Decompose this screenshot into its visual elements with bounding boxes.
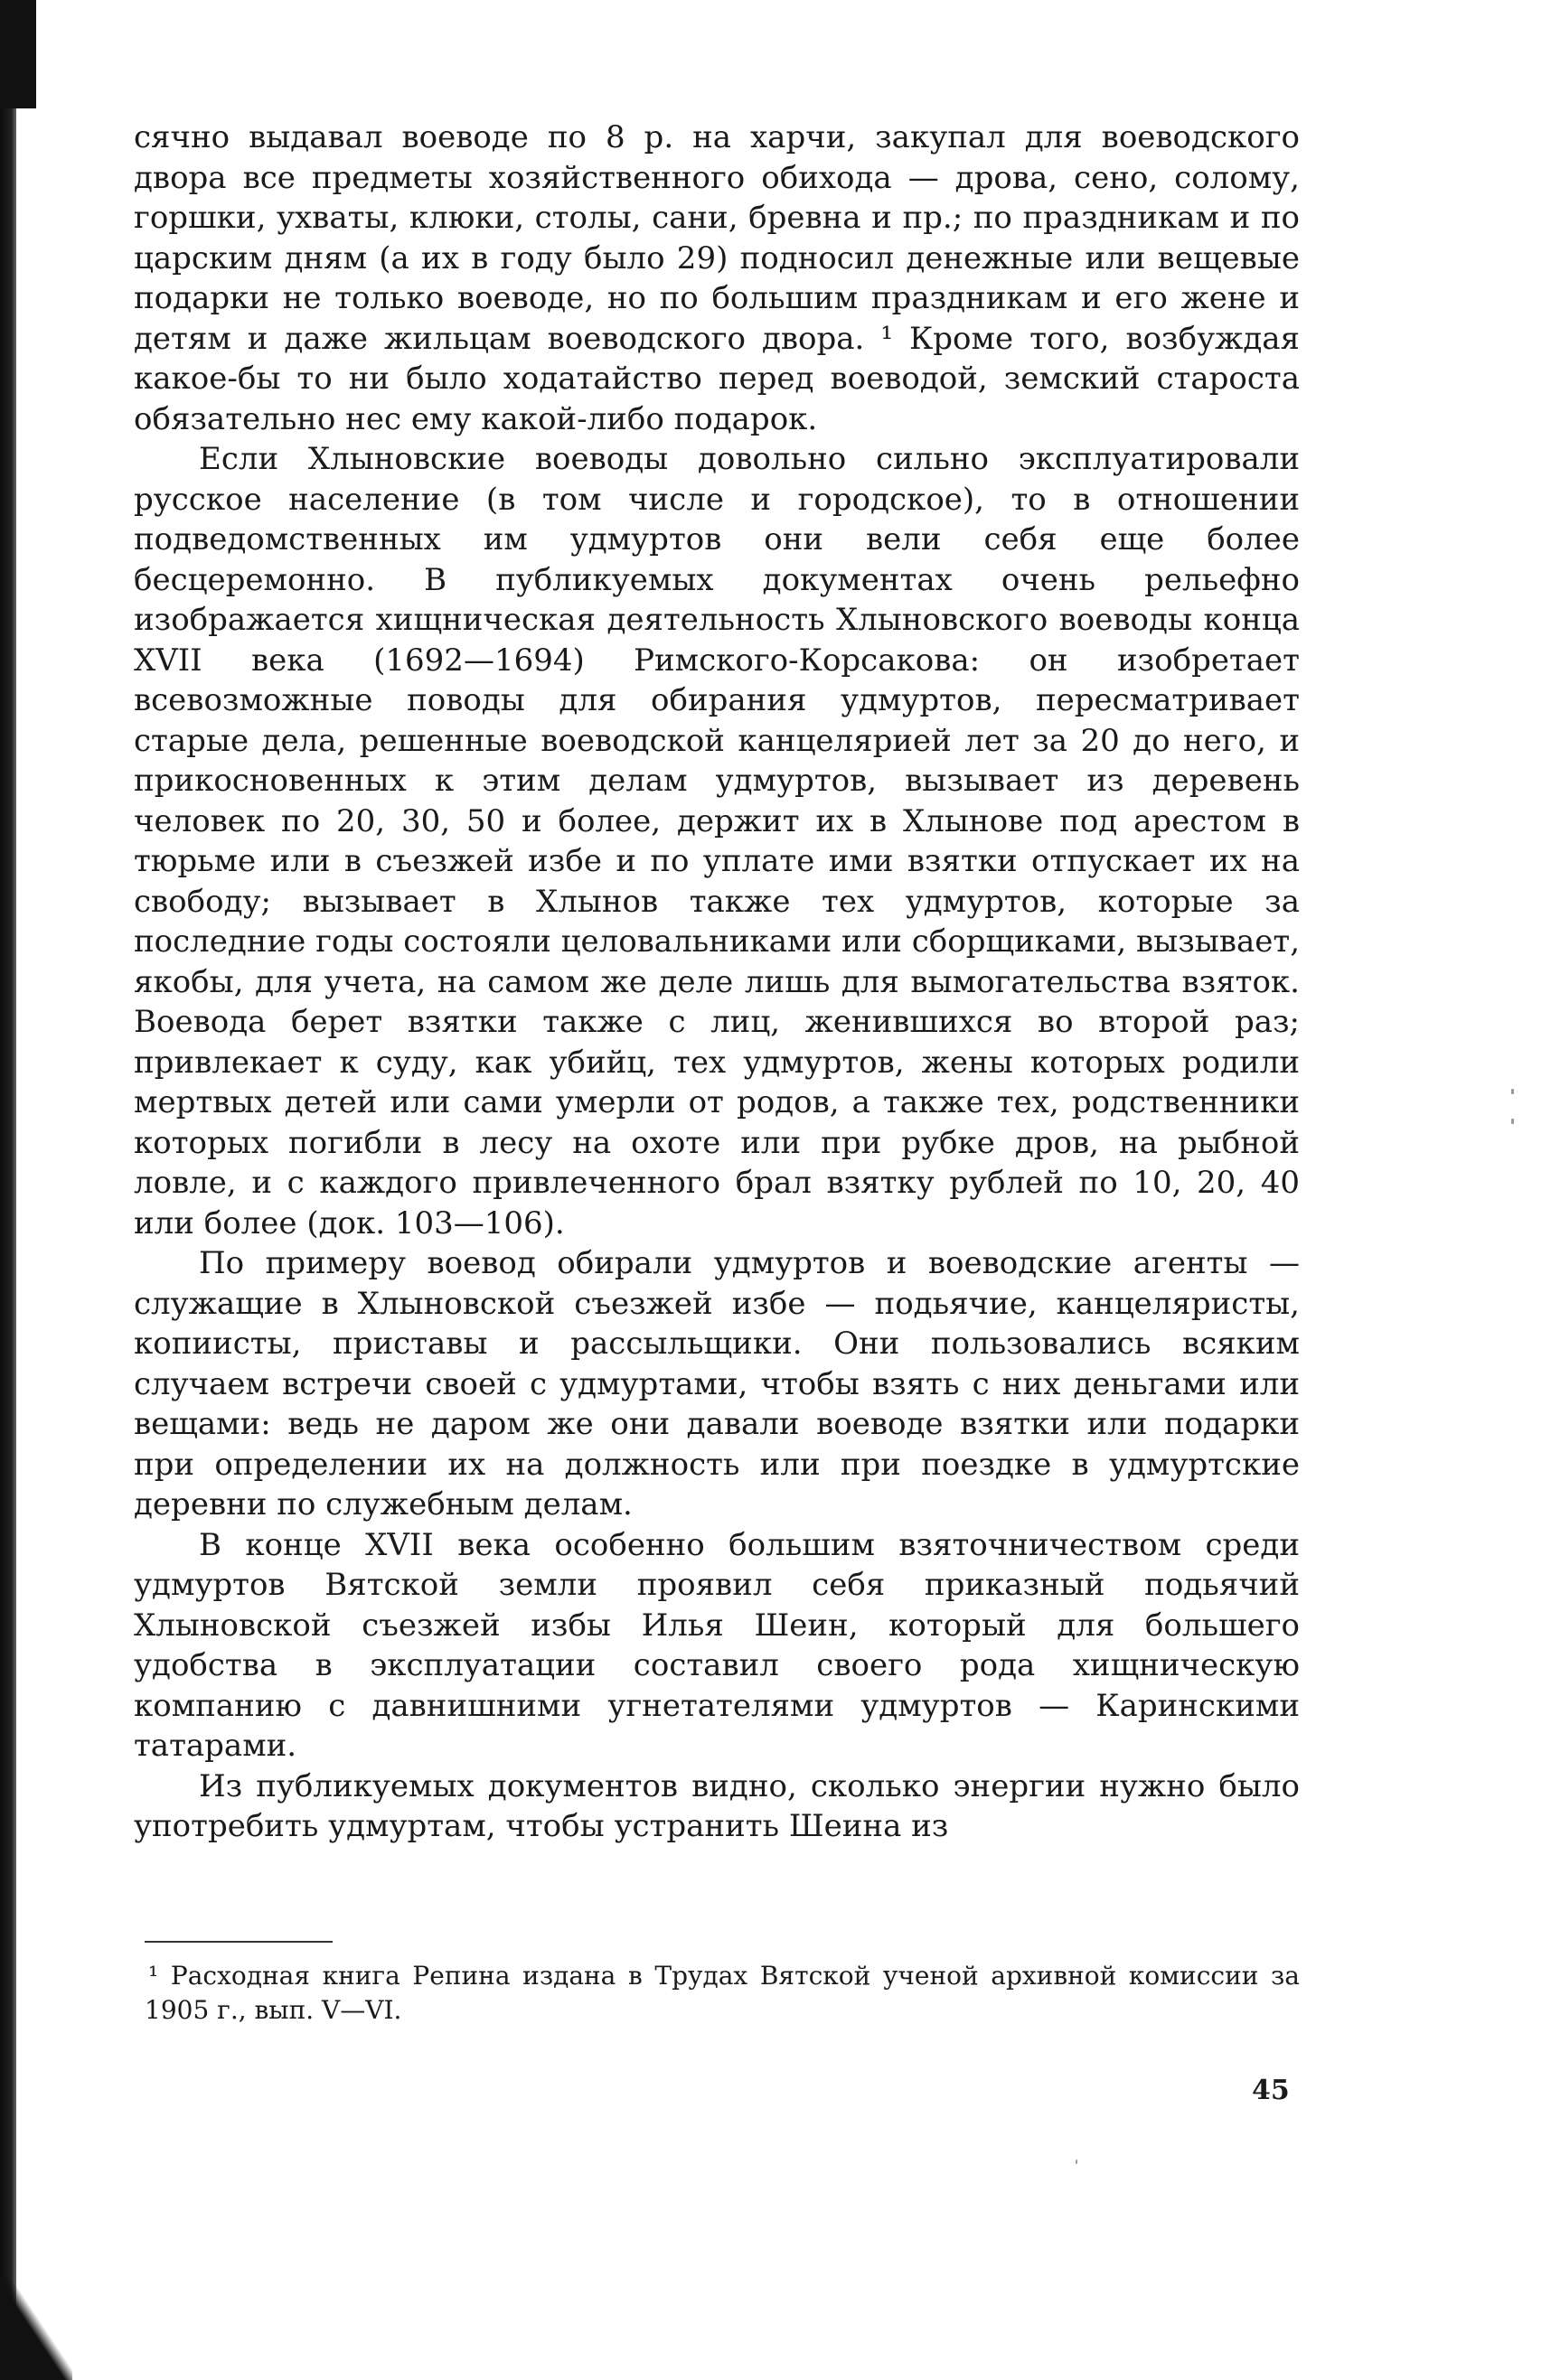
paragraph-1: сячно выдавал воеводе по 8 р. на харчи, закупал для воеводского двора все предметы хозяйственного обихода — дрова, сено, солому, горшки, ухваты, клюки, столы, сани, бревна и пр.; по праздникам и по царским дням (а их в году было 29) подносил денежные или вещевые подарки не только воеводе, но по большим праздникам и его жене и детям и даже жильцам воеводского двора. ¹ Кроме того, возбуждая какое-бы то ни было ходатайство перед воеводой, земский староста обязательно нес ему какой-либо подарок.	[134, 119, 1300, 437]
footnote-divider	[145, 1941, 333, 1943]
page-binding-edge-bottom	[0, 2272, 72, 2380]
scan-speck	[1511, 1089, 1514, 1094]
paragraph-5: Из публикуемых документов видно, сколько энергии нужно было употребить удмуртам, чтобы устранить Шеина из	[134, 1767, 1300, 1844]
paragraph-4: В конце XVII века особенно большим взяточничеством среди удмуртов Вятской земли проявил себя приказный подьячий Хлыновской съезжей избы Илья Шеин, который для большего удобства в эксплуатации составил своего рода хищническую компанию с давнишними угнетателями удмуртов — Каринскими татарами.	[134, 1526, 1300, 1764]
paragraph-3: По примеру воевод обирали удмуртов и воеводские агенты — служащие в Хлыновской съезжей избе — подьячие, канцеляристы, копиисты, приставы и рассыльщики. Они пользовались всяким случаем встречи своей с удмуртами, чтобы взять с них деньгами или вещами: ведь не даром же они давали воеводе взятки или подарки при определении их на должность или при поездке в удмуртские деревни по служебным делам.	[134, 1245, 1300, 1523]
scan-speck	[1076, 2160, 1077, 2164]
page-number: 45	[1252, 2075, 1290, 2106]
scan-speck	[1511, 1119, 1514, 1124]
page-body	[134, 117, 1300, 1847]
page-binding-edge	[0, 0, 16, 2380]
footnote: ¹ Расходная книга Репина издана в Трудах Вятской ученой архивной комиссии за 1905 г., вып. V—VI.	[145, 1961, 1300, 2025]
paragraph-2: Если Хлыновские воеводы довольно сильно эксплуатировали русское население (в том числе и городское), то в отношении подведомственных им удмуртов они вели себя еще более бесцеремонно. В публикуемых документах очень рельефно изображается хищническая деятельность Хлыновского воеводы конца XVII века (1692—1694) Римского-Корсакова: он изобретает всевозможные поводы для обирания удмуртов, пересматривает старые дела, решенные воеводской канцелярией лет за 20 до него, и прикосновенных к этим делам удмуртов, вызывает из деревень человек по 20, 30, 50 и более, держит их в Хлынове под арестом в тюрьме или в съезжей избе и по уплате ими взятки отпускает их на свободу; вызывает в Хлынов также тех удмуртов, которые за последние годы состояли целовальниками или сборщиками, вызывает, якобы, для учета, на самом же деле лишь для вымогательства взяток. Воевода берет взятки также с лиц, женившихся во второй раз; привлекает к суду, как убийц, тех удмуртов, жены которых родили мертвых детей или сами умерли от родов, а также тех, родственники которых погибли в лесу на охоте или при рубке дров, на рыбной ловле, и с каждого привлеченного брал взятку рублей по 10, 20, 40 или более (док. 103—106).	[134, 441, 1300, 1242]
page-binding-edge-top	[0, 0, 36, 108]
